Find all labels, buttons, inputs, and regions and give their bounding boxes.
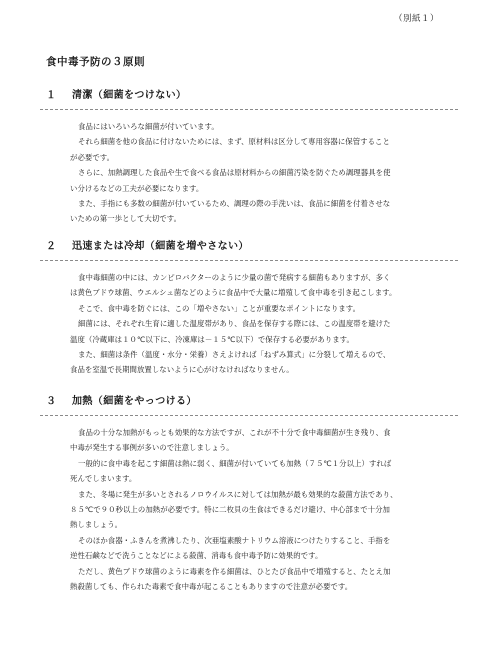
body-line: 一般的に食中毒を起こす細菌は熱に弱く、細菌が付いていても加熱（７５℃１分以上）すれば (78, 458, 392, 468)
section-number: １ (46, 90, 57, 101)
body-line: 食品にはいろいろな細菌が付いています。 (78, 122, 219, 131)
section-number: ３ (46, 396, 57, 407)
body-line: 熱殺菌しても、作られた毒素で食中毒が起こることもありますので注意が必要です。 (70, 582, 353, 592)
body-line: 食中毒細菌の中には、カンピロバクターのように少量の菌で発病する細菌もありますが、多く (78, 273, 391, 282)
section-heating (40, 395, 458, 594)
body-line: 死んでしまいます。 (70, 474, 137, 484)
body-line: は黄色ブドウ球菌、ウエルシュ菌などのように食品中で大量に増殖して食中毒を引き起こします。 (70, 288, 397, 298)
document-title: 食中毒予防の３原則 (46, 56, 145, 68)
body-line: ただし、黄色ブドウ球菌のように毒素を作る細菌は、ひとたび食品中で増殖すると、たとえ加 (78, 566, 391, 576)
body-line: が必要です。 (70, 152, 115, 162)
body-line: い分けるなどの工夫が必要になります。 (70, 183, 204, 193)
annex-label: （別紙１） (393, 14, 439, 24)
body-line: また、冬場に発生が多いとされるノロウイルスに対しては加熱が最も効果的な殺菌方法であり、 (78, 489, 398, 499)
section-number: ２ (46, 241, 57, 252)
body-line: 中毒が発生する事例が多いので注意しましょう。 (70, 443, 234, 453)
section-heading (40, 240, 458, 254)
section-body (40, 119, 458, 227)
section-heading (40, 89, 458, 103)
section-title: 清潔（細菌をつけない） (72, 90, 187, 101)
body-line: 食品の十分な加熱がもっとも効果的な方法ですが、これが不十分で食中毒細菌が生き残り、食 (78, 428, 391, 437)
section-cooling (40, 240, 458, 378)
body-line: また、細菌は条件（温度・水分・栄養）さえよければ「ねずみ算式」に分裂して増えるので、 (78, 350, 391, 360)
section-title: 加熱（細菌をやっつける） (72, 396, 197, 407)
section-divider (40, 415, 458, 416)
section-body (40, 425, 458, 594)
body-line: 温度（冷蔵庫は１０℃以下に、冷凍庫は－１５℃以下）で保存する必要があります。 (70, 334, 354, 344)
body-line: 逆性石鹸などで洗うことなどによる殺菌、消毒も食中毒予防に効果的です。 (70, 551, 323, 561)
section-body (40, 270, 458, 378)
section-title: 迅速または冷却（細菌を増やさない） (72, 241, 249, 252)
body-line: 細菌には、それぞれ生育に適した温度帯があり、食品を保存する際には、この温度帯を避けた (78, 319, 391, 329)
body-line: そのほか食器・ふきんを煮沸したり、次亜塩素酸ナトリウム溶液につけたりすること、手指を (78, 535, 391, 545)
body-line: 熱しましょう。 (70, 520, 123, 530)
body-line: そこで、食中毒を防ぐには、この「増やさない」ことが重要なポイントになります。 (78, 303, 361, 313)
body-line: ８５℃で９０秒以上の加熱が必要です。特に二枚貝の生食はできるだけ避け、中心部まで十分加 (70, 505, 390, 515)
section-divider (40, 260, 458, 261)
body-line: それら細菌を他の食品に付けないためには、まず、原材料は区分して専用容器に保管すること (78, 137, 390, 147)
section-cleanliness (40, 89, 458, 227)
body-line: 食品を室温で長期間放置しないように心がけなければなりません。 (70, 365, 294, 375)
section-heading (40, 395, 458, 409)
body-line: また、手指にも多数の細菌が付いているため、調理の際の手洗いは、食品に細菌を付着させな (78, 199, 391, 209)
body-line: さらに、加熱調理した食品や生で食べる食品は原材料からの細菌汚染を防ぐため調理器具を使 (78, 168, 391, 178)
section-divider (40, 109, 458, 110)
body-line: いための第一歩として大切です。 (70, 214, 182, 224)
